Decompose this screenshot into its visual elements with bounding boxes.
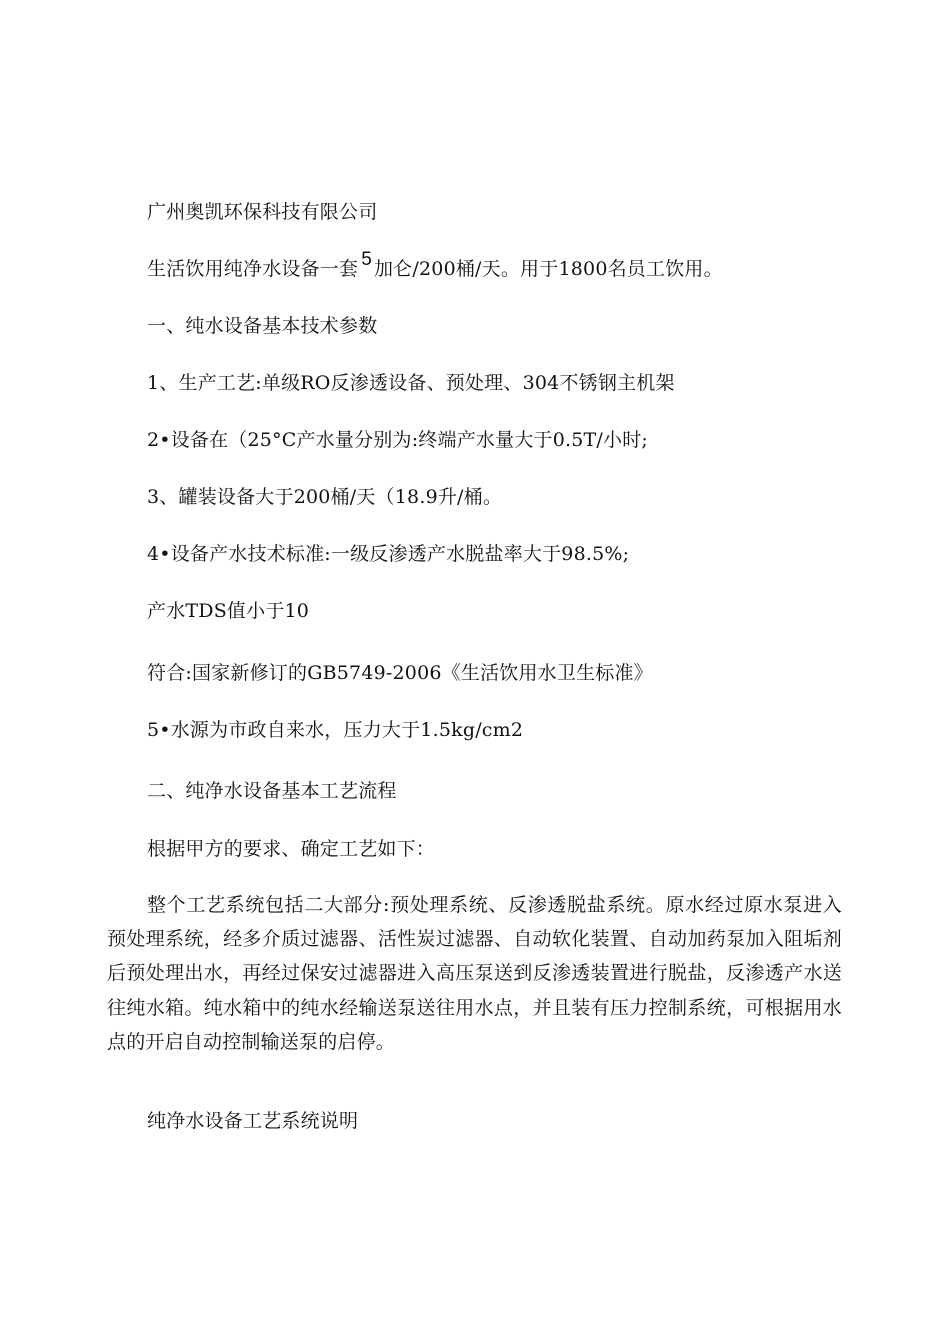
- process-paragraph: 整个工艺系统包括二大部分:预处理系统、反渗透脱盐系统。原水经过原水泵进入预处理系统，经多介质过滤器、活性炭过滤器、自动软化装置、自动加药泵加入阻垢剂后预处理出水，再经过保安过滤器进入高压泵送到反渗透装置进行脱盐，反渗透产水送往纯水箱。纯水箱中的纯水经输送泵送往用水点，并且装有压力控制系统，可根据用水点的开启自动控制输送泵的启停。: [107, 894, 842, 1053]
- parameter-item: 1、生产工艺:单级RO反渗透设备、预处理、304不锈钢主机架: [147, 372, 675, 394]
- section-heading-system-description: 纯净水设备工艺系统说明: [147, 1110, 359, 1132]
- parameter-item: 4•设备产水技术标准:一级反渗透产水脱盐率大于98.5%;: [147, 543, 630, 565]
- company-name: 广州奥凯环保科技有限公司: [147, 201, 378, 223]
- intro-superscript: 5: [361, 249, 372, 270]
- intro-text-after: 加仑/200桶/天。用于1800名员工饮用。: [373, 258, 723, 280]
- intro-line: [147, 249, 723, 282]
- parameter-item: 5•水源为市政自来水，压力大于1.5kg/cm2: [147, 719, 524, 741]
- requirement-line: 根据甲方的要求、确定工艺如下：: [147, 838, 436, 860]
- parameter-item: 符合:国家新修订的GB5749-2006《生活饮用水卫生标准》: [147, 662, 653, 684]
- parameter-item: 产水TDS值小于10: [147, 600, 310, 622]
- parameter-item: 2•设备在（25°C产水量分别为:终端产水量大于0.5T/小时;: [147, 429, 649, 451]
- intro-text-before: 生活饮用纯净水设备一套: [147, 258, 359, 280]
- parameter-item: 3、罐装设备大于200桶/天（18.9升/桶。: [147, 486, 503, 508]
- section-heading-process: 二、纯净水设备基本工艺流程: [147, 780, 397, 802]
- section-heading-parameters: 一、纯水设备基本技术参数: [147, 315, 378, 337]
